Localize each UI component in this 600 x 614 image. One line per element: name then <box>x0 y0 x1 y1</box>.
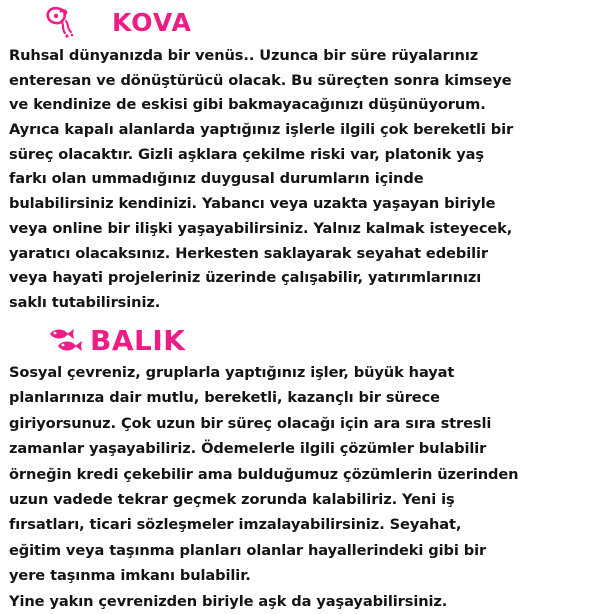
kova-line: enteresan ve dönüştürücü olacak. Bu süreçten sonra kimseye <box>9 71 512 89</box>
kova-heading <box>0 6 600 42</box>
kova-line: bulabilirsiniz kendinizi. Yabancı veya uzakta yaşayan biriyle <box>9 195 496 213</box>
kova-section <box>0 6 600 311</box>
balik-section <box>0 318 600 610</box>
kova-line: saklı tutabilirsiniz. <box>9 293 161 311</box>
aquarius-water-carrier-icon <box>40 6 80 40</box>
balik-line: eğitim veya taşınma planları olanlar hayallerindeki gibi bir <box>9 541 487 559</box>
balik-line: uzun vadede tekrar geçmek zorunda kalabiliriz. Yeni iş <box>9 490 455 508</box>
balik-title: BALIK <box>90 324 186 357</box>
kova-line: yaratıcı olacaksınız. Herkesten saklayarak seyahat edebilir <box>9 244 489 262</box>
balik-line: Yine yakın çevrenizden biriyle aşk da yaşayabilirsiniz. <box>9 592 448 610</box>
balik-heading <box>0 318 600 357</box>
balik-line: giriyorsunuz. Çok uzun bir süreç olacağı için ara sıra stresli <box>9 414 492 432</box>
balik-line: zamanlar yaşayabiliriz. Ödemelerle ilgili çözümler bulabilir <box>9 440 487 458</box>
balik-line: Sosyal çevreniz, gruplarla yaptığınız işler, büyük hayat <box>9 364 455 381</box>
kova-line: farkı olan ummadığınız duygusal durumların içinde <box>9 170 424 188</box>
kova-line: Ruhsal dünyanızda bir venüs.. Uzunca bir süre rüyalarınız <box>9 47 479 64</box>
kova-line: veya online bir ilişki yaşayabilirsiniz. Yalnız kalmak isteyecek, <box>9 219 513 237</box>
balik-line: örneğin kredi çekebilir ama bulduğumuz çözümlerin üzerinden <box>9 465 519 483</box>
kova-text <box>9 44 595 316</box>
kova-line: süreç olacaktır. Gizli aşklara çekilme riski var, platonik yaş <box>9 145 484 163</box>
kova-line: veya hayati projeleriniz üzerinde çalışabilir, yatırımlarınızı <box>9 269 482 287</box>
balik-line: planlarınıza dair mutlu, bereketli, kazançlı bir sürece <box>9 389 440 407</box>
balik-line: yere taşınma imkanı bulabilir. <box>9 567 251 585</box>
balik-line: fırsatları, ticari sözleşmeler imzalayabilirsiniz. Seyahat, <box>9 516 462 534</box>
kova-title: KOVA <box>112 8 192 37</box>
pisces-fish-icon <box>46 324 86 358</box>
kova-line: ve kendinize de eskisi gibi bakmayacağınızı düşünüyorum. <box>9 96 486 114</box>
kova-line: Ayrıca kapalı alanlarda yaptığınız işlerle ilgili çok bereketli bir <box>9 121 514 139</box>
balik-text <box>9 360 595 614</box>
